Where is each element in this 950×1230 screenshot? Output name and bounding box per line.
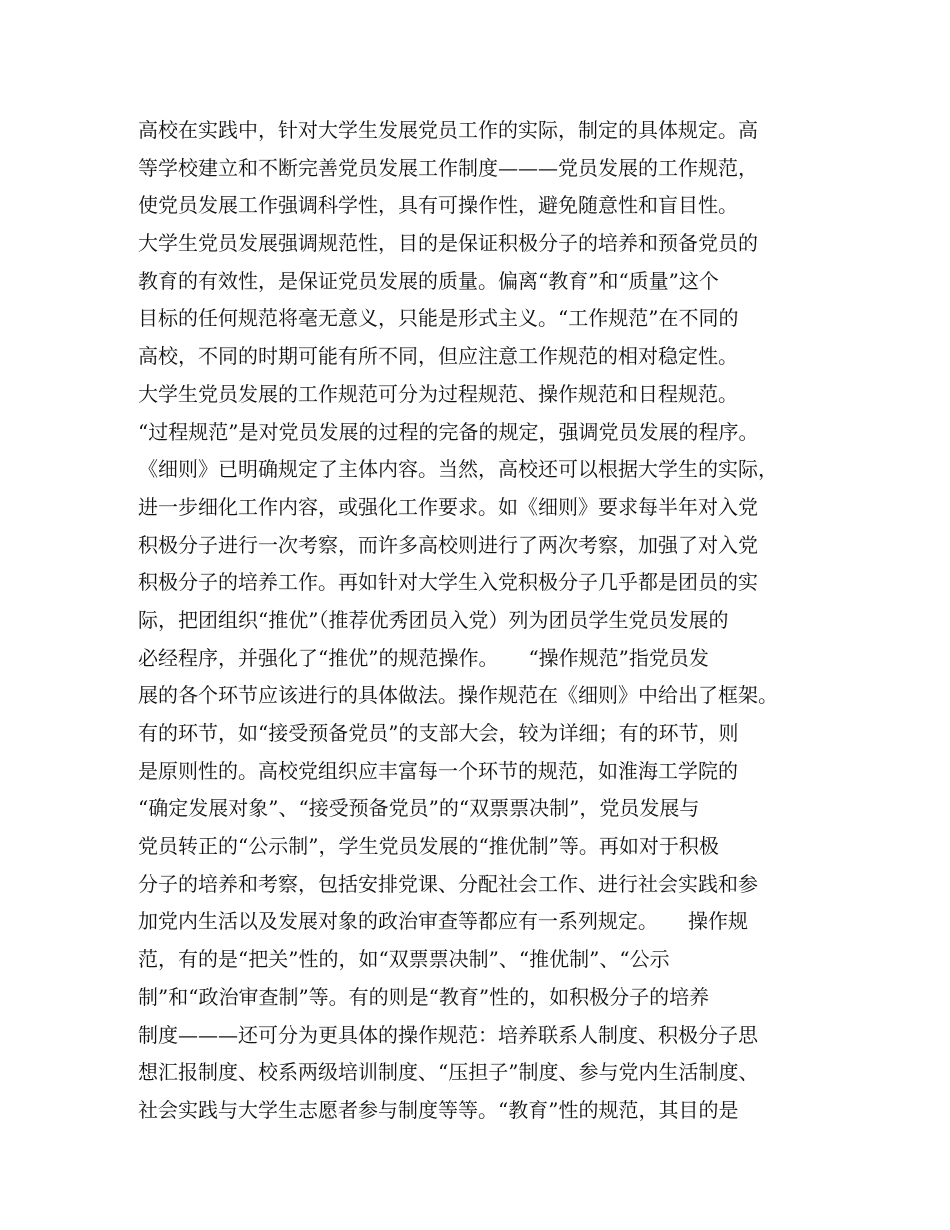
text-line: 分子的培养和考察，包括安排党课、分配社会工作、进行社会实践和参: [138, 871, 758, 896]
text-line: 大学生党员发展强调规范性，目的是保证积极分子的培养和预备党员的: [138, 231, 758, 256]
text-line: 大学生党员发展的工作规范可分为过程规范、操作规范和日程规范。: [138, 381, 738, 406]
text-line: 使党员发展工作强调科学性，具有可操作性，避免随意性和盲目性。: [138, 193, 738, 218]
text-line: 范，有的是“把关”性的，如“双票票决制”、“推优制”、“公示: [138, 947, 670, 972]
text-line: 必经程序，并强化了“推优”的规范操作。 “操作规范”指党员发: [138, 645, 709, 670]
text-line: 制”和“政治审查制”等。有的则是“教育”性的，如积极分子的培养: [138, 984, 710, 1009]
text-line: 制度———还可分为更具体的操作规范：培养联系人制度、积极分子思: [138, 1022, 758, 1047]
text-line: 高校，不同的时期可能有所不同，但应注意工作规范的相对稳定性。: [138, 344, 738, 369]
text-line: 际，把团组织“推优”（推荐优秀团员入党）列为团员学生党员发展的: [138, 607, 729, 632]
text-line: 党员转正的“公示制”，学生党员发展的“推优制”等。再如对于积极: [138, 834, 719, 859]
text-line: 有的环节，如“接受预备党员”的支部大会，较为详细；有的环节，则: [138, 721, 739, 745]
text-line: 社会实践与大学生志愿者参与制度等等。“教育”性的规范，其目的是: [138, 1097, 739, 1122]
text-line: 高校在实践中，针对大学生发展党员工作的实际，制定的具体规定。高: [138, 118, 758, 142]
text-line: “确定发展对象”、“接受预备党员”的“双票票决制”，党员发展与: [138, 796, 700, 821]
text-line: 想汇报制度、校系两级培训制度、“压担子”制度、参与党内生活制度、: [138, 1060, 759, 1085]
text-line: 《细则》已明确规定了主体内容。当然，高校还可以根据大学生的实际，: [138, 457, 778, 482]
body-text: [138, 112, 838, 1130]
text-line: 等学校建立和不断完善党员发展工作制度———党员发展的工作规范，: [138, 155, 758, 180]
text-line: 加党内生活以及发展对象的政治审查等都应有一系列规定。 操作规: [138, 909, 748, 934]
text-line: 教育的有效性，是保证党员发展的质量。偏离“教育”和“质量”这个: [138, 268, 719, 293]
text-line: 是原则性的。高校党组织应丰富每一个环节的规范，如淮海工学院的: [138, 758, 738, 783]
text-line: 积极分子的培养工作。再如针对大学生入党积极分子几乎都是团员的实: [138, 570, 758, 595]
text-line: “过程规范”是对党员发展的过程的完备的规定，强调党员发展的程序。: [138, 419, 759, 444]
text-line: 进一步细化工作内容，或强化工作要求。如《细则》要求每半年对入党: [138, 494, 758, 519]
text-line: 目标的任何规范将毫无意义，只能是形式主义。“工作规范”在不同的: [138, 306, 739, 331]
text-line: 积极分子进行一次考察，而许多高校则进行了两次考察，加强了对入党: [138, 532, 758, 557]
text-line: 展的各个环节应该进行的具体做法。操作规范在《细则》中给出了框架。: [138, 683, 778, 708]
